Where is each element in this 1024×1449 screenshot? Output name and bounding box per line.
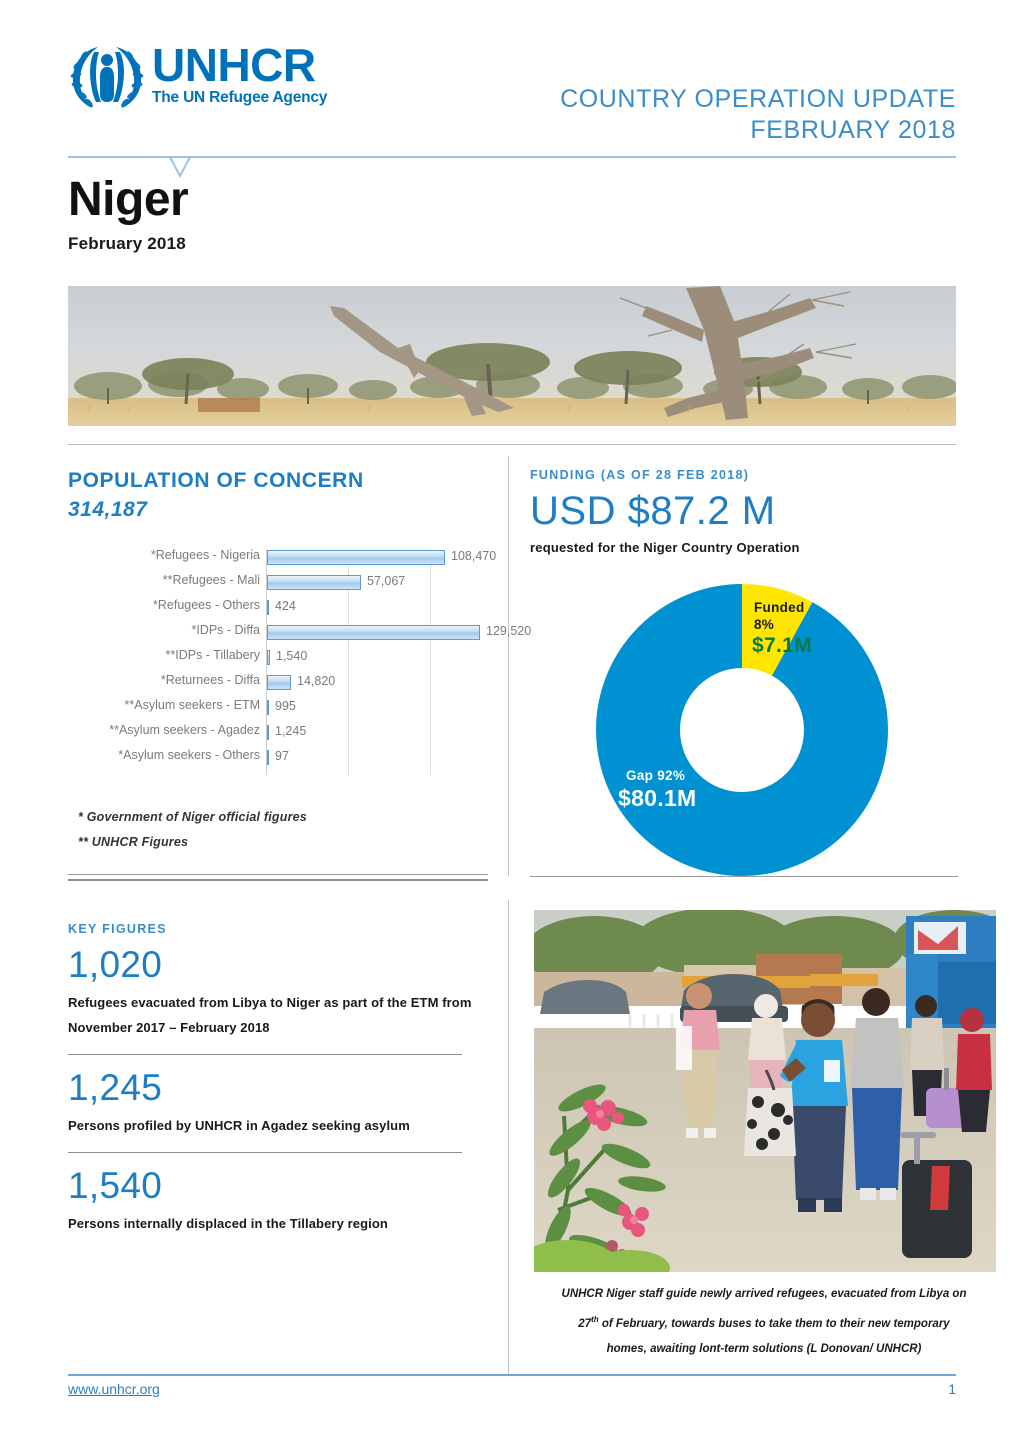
chart-row [68, 545, 498, 570]
chart-bar [267, 600, 269, 615]
caption-ordinal-suffix: th [591, 1315, 599, 1324]
chart-row [68, 695, 498, 720]
unhcr-wordmark: UNHCR [152, 39, 316, 91]
key-figure-description: Refugees evacuated from Libya to Niger as part of the ETM from November 2017 – February 2018 [68, 995, 472, 1035]
caption-line-2 [530, 1307, 998, 1337]
population-heading: POPULATION OF CONCERN [68, 469, 364, 492]
chart-value-label: 1,245 [275, 724, 307, 738]
population-bar-chart [68, 545, 532, 780]
unhcr-logo [68, 36, 368, 118]
key-figure-description: Persons internally displaced in the Tillabery region [68, 1216, 388, 1231]
chart-bar [267, 625, 480, 640]
caption-line-2-rest: of February, towards buses to take them to their new temporary [598, 1317, 950, 1330]
chart-category-label: *IDPs - Diffa [191, 623, 260, 637]
key-figure-number: 1,540 [68, 1165, 163, 1206]
funding-label: FUNDING (AS OF 28 FEB 2018) [530, 468, 750, 482]
chart-row [68, 670, 498, 695]
chart-bar [267, 700, 269, 715]
chart-row [68, 645, 498, 670]
header-title-line1: COUNTRY OPERATION UPDATE [560, 85, 956, 113]
banner-divider [68, 444, 956, 445]
chart-category-label: *Asylum seekers - Others [118, 748, 260, 762]
header-title-line2: FEBRUARY 2018 [750, 116, 956, 144]
page-subtitle: February 2018 [68, 234, 186, 253]
key-figure-item [68, 1065, 488, 1138]
chart-row [68, 745, 498, 770]
footer-column-divider [508, 1340, 509, 1374]
caption-line-1: UNHCR Niger staff guide newly arrived refugees, evacuated from Libya on [561, 1288, 967, 1300]
chart-value-label: 108,470 [451, 549, 497, 563]
chart-value-label: 57,067 [367, 574, 406, 588]
funding-section [530, 468, 960, 555]
photo-caption [530, 1282, 998, 1362]
donut-gap-label: Gap 92% [626, 768, 686, 783]
chart-value-label: 129,520 [486, 624, 532, 638]
chart-row [68, 570, 498, 595]
document-header [68, 36, 956, 156]
chart-value-label: 995 [275, 699, 296, 713]
chart-value-label: 424 [275, 599, 296, 613]
chart-bar [267, 675, 291, 690]
header-title [436, 84, 956, 146]
column-divider-bottom [508, 900, 509, 1370]
chart-value-label: 1,540 [276, 649, 308, 663]
chart-bar [267, 575, 361, 590]
refugees-arrival-photo [534, 910, 996, 1272]
column-divider-top [508, 456, 509, 876]
unhcr-tagline: The UN Refugee Agency [152, 89, 328, 106]
chart-category-label: **IDPs - Tillabery [165, 648, 260, 662]
chart-category-label: *Refugees - Others [153, 598, 260, 612]
population-footnotes [78, 805, 498, 855]
key-figure-item [68, 1163, 488, 1236]
chart-row [68, 620, 532, 645]
chart-category-label: **Refugees - Mali [162, 573, 260, 587]
population-divider-line-2 [68, 879, 488, 881]
page-number: 1 [948, 1381, 956, 1397]
unhcr-emblem-icon [68, 38, 146, 114]
funding-donut-chart [592, 582, 892, 878]
chart-value-label: 97 [275, 749, 289, 763]
chart-bar [267, 550, 445, 565]
footer-divider [68, 1374, 956, 1376]
unhcr-logo-text [152, 39, 367, 107]
page-title: Niger [68, 173, 189, 226]
population-total: 314,187 [68, 498, 148, 521]
key-figure-item [68, 942, 488, 1040]
key-figures-section [68, 922, 488, 1236]
chart-bar [267, 725, 269, 740]
chart-category-label: *Refugees - Nigeria [150, 548, 260, 562]
footnote-government: * Government of Niger official figures [78, 810, 307, 824]
funding-description: requested for the Niger Country Operation [530, 540, 800, 555]
chart-row [68, 595, 498, 620]
chart-value-label: 14,820 [297, 674, 336, 688]
donut-funded-percent: 8% [754, 617, 775, 632]
footnote-unhcr: ** UNHCR Figures [78, 835, 189, 849]
key-figures-label: KEY FIGURES [68, 922, 167, 936]
key-figure-divider [68, 1054, 462, 1055]
funding-divider-line [530, 876, 958, 877]
key-figure-divider [68, 1152, 462, 1153]
donut-funded-amount: $7.1M [752, 634, 812, 657]
funding-amount: USD $87.2 M [530, 489, 776, 533]
donut-funded-label: Funded [754, 600, 805, 615]
caption-day-number: 27 [578, 1317, 592, 1330]
donut-svg [592, 582, 892, 878]
population-of-concern-section [68, 468, 488, 522]
title-block [68, 172, 188, 254]
key-figure-number: 1,245 [68, 1067, 163, 1108]
chart-category-label: *Returnees - Diffa [160, 673, 260, 687]
chart-row [68, 720, 498, 745]
footer-website-link[interactable]: www.unhcr.org [68, 1381, 160, 1397]
chart-category-label: **Asylum seekers - ETM [124, 698, 260, 712]
chart-bar [267, 650, 270, 665]
chart-bar [267, 750, 269, 765]
banner-photo-sahel-landscape [68, 286, 956, 426]
donut-gap-amount: $80.1M [618, 785, 697, 811]
key-figure-number: 1,020 [68, 944, 163, 985]
key-figure-description: Persons profiled by UNHCR in Agadez seeking asylum [68, 1118, 410, 1133]
population-divider-line-1 [68, 874, 488, 875]
caption-line-3: homes, awaiting lont-term solutions (L Donovan/ UNHCR) [606, 1342, 922, 1355]
chart-category-label: **Asylum seekers - Agadez [109, 723, 260, 737]
